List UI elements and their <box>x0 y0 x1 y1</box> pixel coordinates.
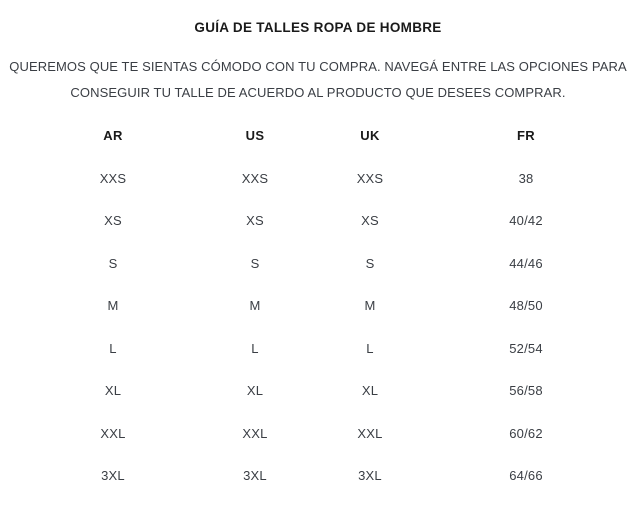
column-header-us: US <box>245 128 265 143</box>
table-row <box>40 455 636 498</box>
size-table-body <box>40 157 636 497</box>
size-cell: M <box>364 298 376 314</box>
table-row <box>40 370 636 413</box>
page-title: GUÍA DE TALLES ROPA DE HOMBRE <box>194 20 442 35</box>
size-cell: 3XL <box>243 468 267 484</box>
table-row <box>40 285 636 328</box>
size-cell: XXS <box>241 170 269 186</box>
size-cell: 40/42 <box>509 213 543 229</box>
size-table-header-row <box>40 128 636 144</box>
size-cell: S <box>108 255 118 271</box>
subtitle-line-1: QUEREMOS QUE TE SIENTAS CÓMODO CON TU COMPRA. NAVEGÁ ENTRE LAS OPCIONES PARA <box>9 59 627 74</box>
table-row <box>40 242 636 285</box>
size-cell: M <box>107 298 119 314</box>
size-cell: S <box>365 255 375 271</box>
size-cell: XL <box>246 383 264 399</box>
size-cell: M <box>249 298 261 314</box>
table-row <box>40 157 636 200</box>
size-cell: 3XL <box>358 468 382 484</box>
size-cell: XXL <box>242 425 268 441</box>
size-cell: L <box>366 340 374 356</box>
size-cell: 52/54 <box>509 340 543 356</box>
size-cell: XL <box>361 383 379 399</box>
size-cell: XL <box>104 383 122 399</box>
size-cell: 38 <box>518 170 534 186</box>
size-cell: XXS <box>99 170 127 186</box>
size-cell: 64/66 <box>509 468 543 484</box>
subtitle-line-2: CONSEGUIR TU TALLE DE ACUERDO AL PRODUCTO QUE DESEES COMPRAR. <box>70 85 566 100</box>
size-cell: XXL <box>357 425 383 441</box>
size-cell: XS <box>361 213 379 229</box>
size-cell: 3XL <box>101 468 125 484</box>
size-cell: 60/62 <box>509 425 543 441</box>
column-header-uk: UK <box>360 128 380 143</box>
size-cell: L <box>109 340 117 356</box>
page-subtitle <box>0 54 636 106</box>
column-header-ar: AR <box>103 128 123 143</box>
size-cell: 48/50 <box>509 298 543 314</box>
table-row <box>40 412 636 455</box>
size-cell: XXL <box>100 425 126 441</box>
table-row <box>40 327 636 370</box>
size-cell: XS <box>104 213 122 229</box>
size-cell: S <box>250 255 260 271</box>
size-cell: 44/46 <box>509 255 543 271</box>
size-cell: XXS <box>356 170 384 186</box>
table-row <box>40 200 636 243</box>
column-header-fr: FR <box>517 128 535 143</box>
size-cell: XS <box>246 213 264 229</box>
size-cell: L <box>251 340 259 356</box>
size-cell: 56/58 <box>509 383 543 399</box>
